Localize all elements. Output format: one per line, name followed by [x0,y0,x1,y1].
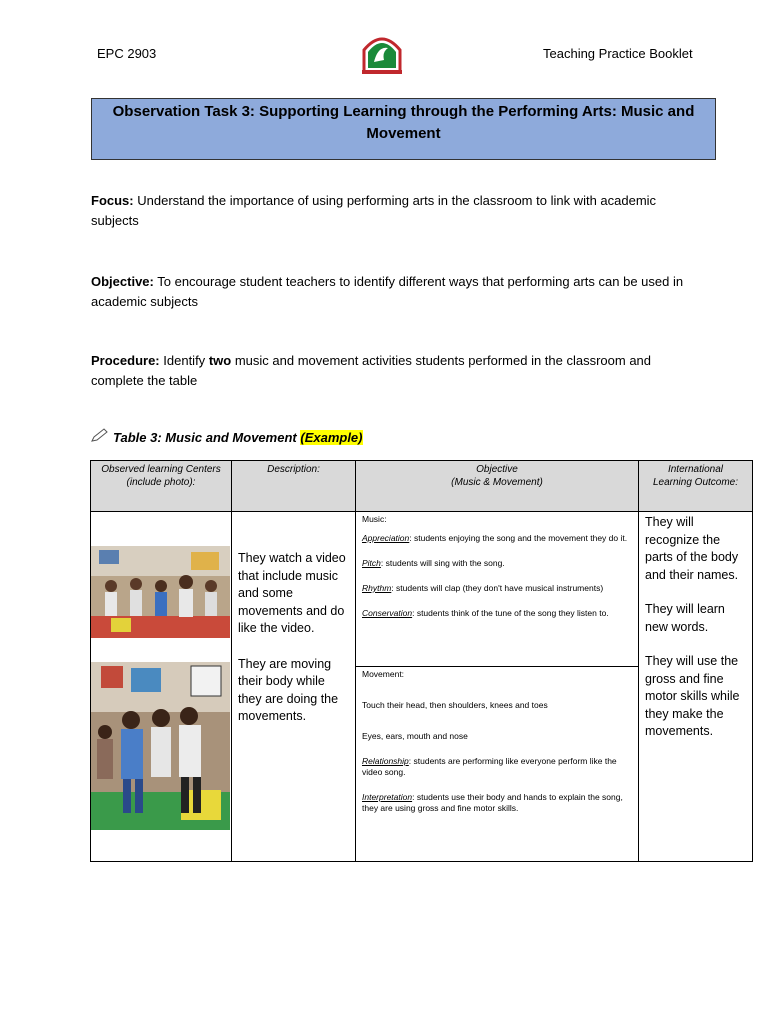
objective-text: To encourage student teachers to identify different ways that performing arts can be used in academic subjects [91,274,684,309]
pitch-item: Pitch: students will sing with the song. [362,558,505,568]
caption-text: Table 3: Music and Movement [113,430,297,445]
classroom-photo-1 [91,546,230,638]
table-row [91,512,753,862]
focus-paragraph [91,191,691,231]
university-logo-icon [358,32,406,76]
movement-item-2: Eyes, ears, mouth and nose [362,731,468,741]
outcome-text-2: They will learn new words. [645,602,725,634]
movement-item-1: Touch their head, then shoulders, knees and toes [362,700,548,710]
description-cell [232,512,356,862]
outcome-text-3: They will use the gross and fine motor skills while they make the movements. [645,654,740,738]
header-outcome: International Learning Outcome: [639,461,753,512]
outcome-text-1: They will recognize the parts of the body and their names. [645,515,739,582]
table-header-row [91,461,753,512]
objective-cell [356,512,639,862]
photos-cell [91,512,232,862]
music-section [356,512,638,666]
course-code: EPC 2903 [97,46,157,61]
caption-highlight: (Example) [300,430,363,445]
rhythm-item: Rhythm: students will clap (they don't have musical instruments) [362,583,604,593]
booklet-title: Teaching Practice Booklet [543,46,693,61]
header-observed-centers: Observed learning Centers (include photo): [91,461,232,512]
music-title: Music: [362,514,387,524]
focus-text: Understand the importance of using performing arts in the classroom to link with academic subjects [91,193,657,228]
task-title [91,98,716,160]
focus-label: Focus: [91,193,134,208]
movement-title: Movement: [362,669,405,679]
procedure-post: music and movement activities students performed in the classroom and complete the table [91,353,652,388]
objective-paragraph [91,272,691,312]
conservation-item: Conservation: students think of the tune of the song they listen to. [362,608,609,618]
header-objective: Objective (Music & Movement) [356,461,639,512]
task-title-line2: Movement [366,125,441,142]
table-caption [91,428,363,445]
outcome-cell [639,512,753,862]
interpretation-item: Interpretation: students use their body and hands to explain the song, they are using gross and fine motor skills. [362,792,623,813]
pencil-icon [91,428,109,442]
relationship-item: Relationship: students are performing like everyone perform like the video song. [362,756,617,777]
objective-label: Objective: [91,274,154,289]
procedure-label: Procedure: [91,353,160,368]
procedure-pre: Identify [163,353,206,368]
header-description: Description: [232,461,356,512]
movement-section [356,666,638,814]
observation-table [90,460,753,862]
description-text-2: They are moving their body while they are doing the movements. [238,656,339,723]
appreciation-item: Appreciation: students enjoying the song and the movement they do it. [362,533,628,543]
description-text-1: They watch a video that include music and some movements and do like the video. [238,551,346,635]
procedure-paragraph [91,351,691,391]
task-title-line1: Observation Task 3: Supporting Learning through the Performing Arts: Music and [112,103,695,120]
procedure-bold: two [208,353,232,368]
classroom-photo-2 [91,662,230,830]
